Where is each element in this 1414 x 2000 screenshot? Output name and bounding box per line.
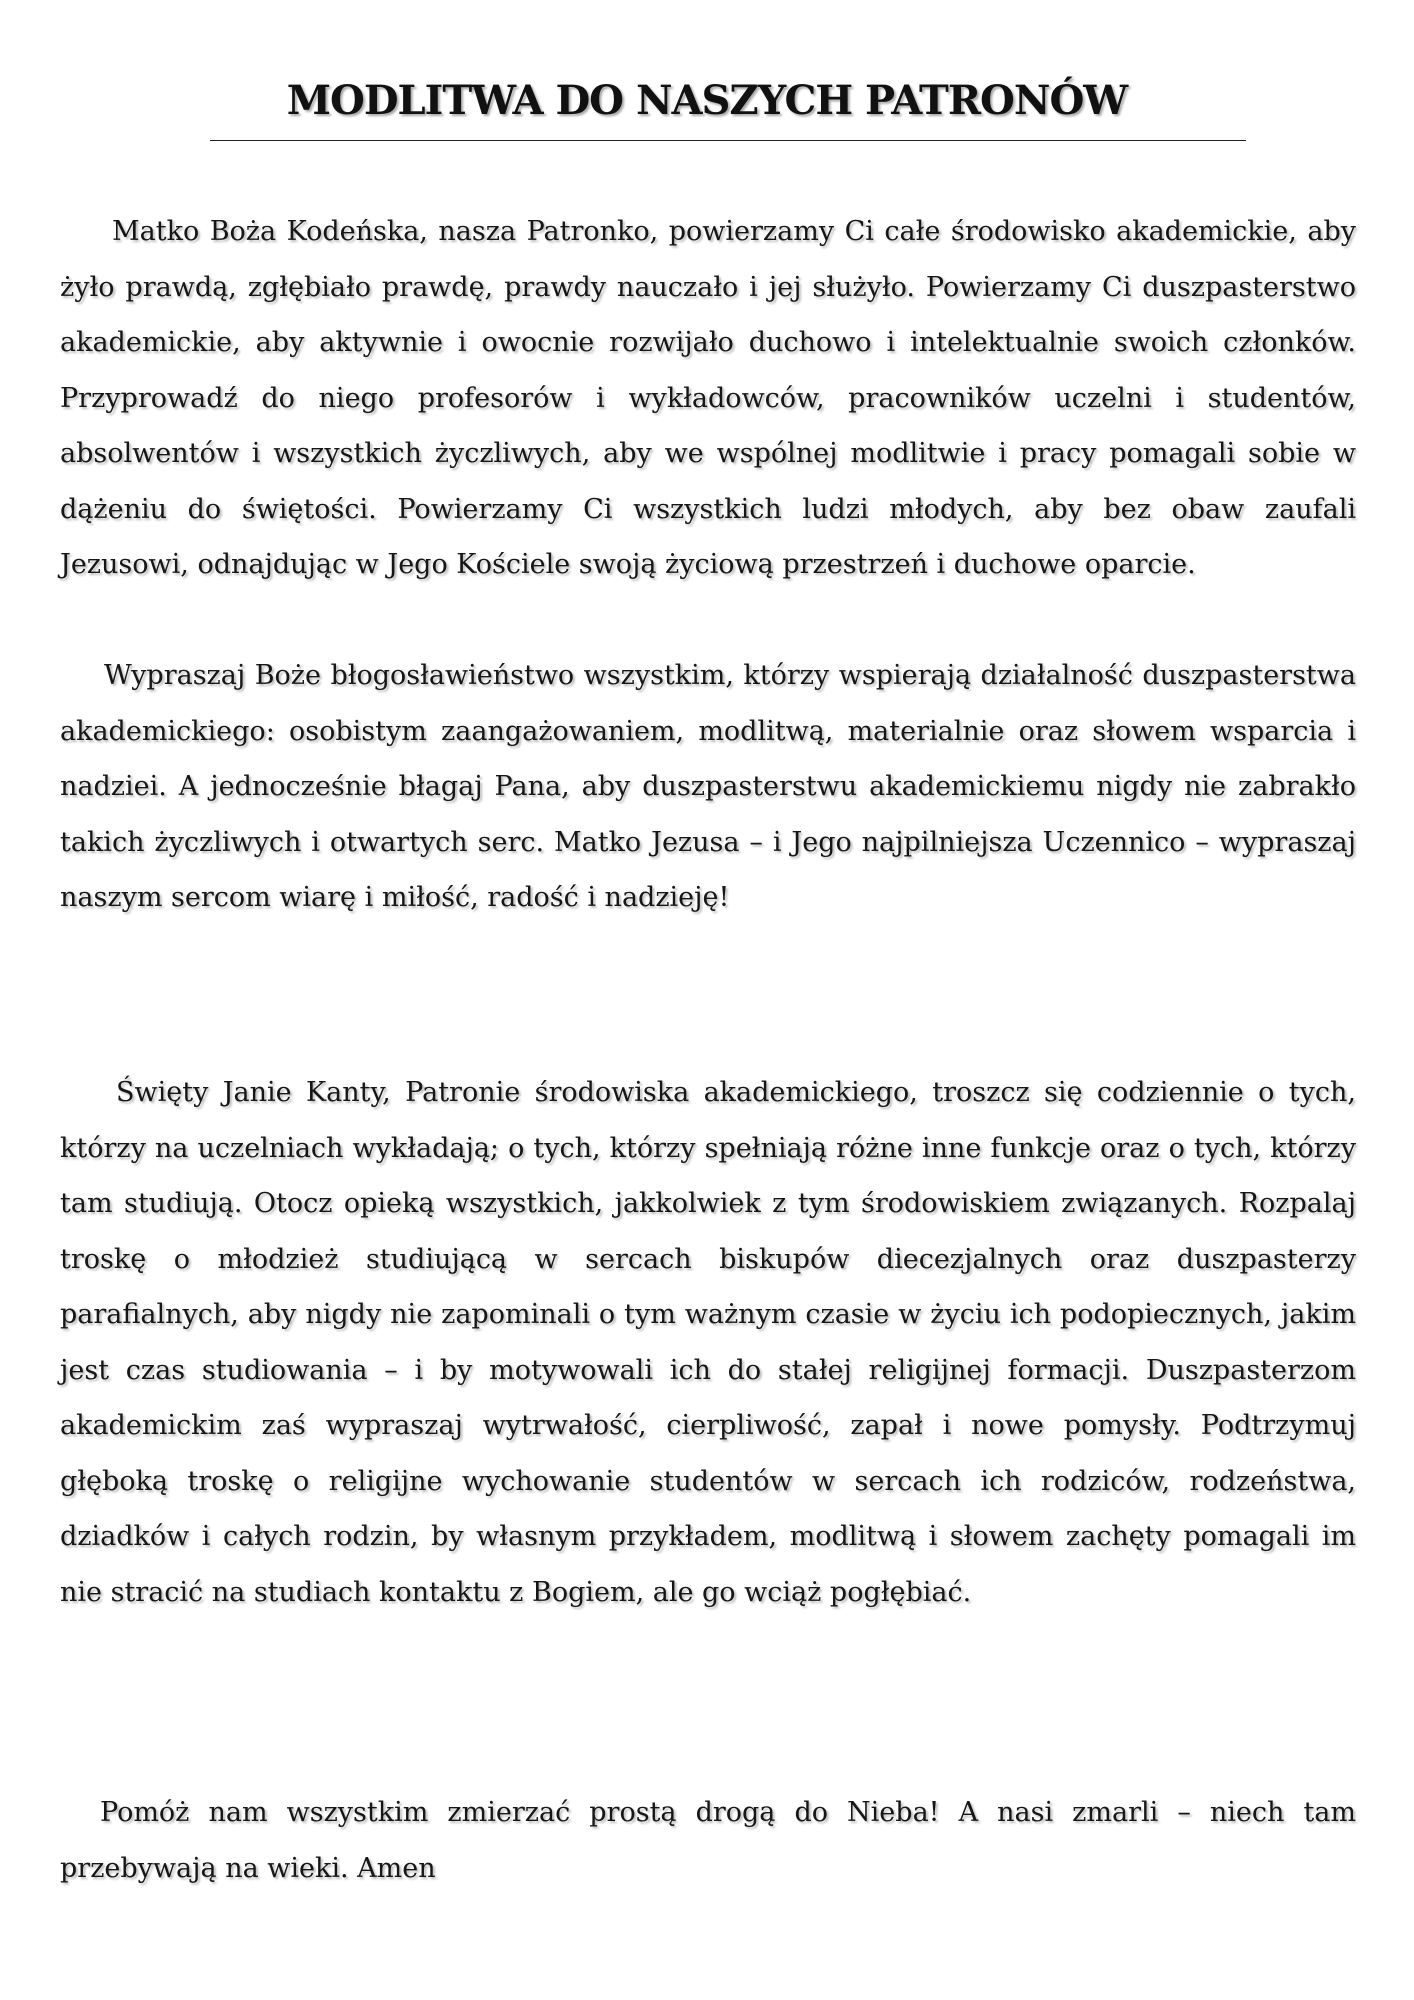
title-underline bbox=[210, 140, 1246, 141]
paragraph-text: Święty Janie Kanty, Patronie środowiska akademickiego, troszcz się codziennie o tych, którzy na uczelniach wykładają; o tych, którzy spełniają różne inne funkcje oraz o tych, którzy tam studiują. Otocz opieką wszystkich, jakkolwiek z tym środowiskiem związanych. Rozpalaj troskę o młodzież studiującą w sercach biskupów diecezjalnych oraz duszpasterzy parafialnych, aby nigdy nie zapominali o tym ważnym czasie w życiu ich podopiecznych, jakim jest czas studiowania – i by motywowali ich do stałej religijnej formacji. Duszpasterzom akademickim zaś wypraszaj wytrwałość, cierpliwość, zapał i nowe pomysły. Podtrzymuj głęboką troskę o religijne wychowanie studentów w sercach ich rodziców, rodzeństwa, dziadków i całych rodzin, by własnym przykładem, modlitwą i słowem zachęty pomagali im nie stracić na studiach kontaktu z Bogiem, ale go wciąż pogłębiać. bbox=[60, 1077, 1356, 1608]
prayer-paragraph-2 bbox=[60, 648, 1356, 926]
prayer-paragraph-closing bbox=[60, 1785, 1356, 1896]
paragraph-text: Matko Boża Kodeńska, nasza Patronko, powierzamy Ci całe środowisko akademickie, aby żyło prawdą, zgłębiało prawdę, prawdy nauczało i jej służyło. Powierzamy Ci duszpasterstwo akademickie, aby aktywnie i owocnie rozwijało duchowo i intelektualnie swoich członków. Przyprowadź do niego profesorów i wykładowców, pracowników uczelni i studentów, absolwentów i wszystkich życzliwych, aby we wspólnej modlitwie i pracy pomagali sobie w dążeniu do świętości. Powierzamy Ci wszystkich ludzi młodych, aby bez obaw zaufali Jezusowi, odnajdując w Jego Kościele swoją życiową przestrzeń i duchowe oparcie. bbox=[60, 216, 1356, 580]
paragraph-text: Wypraszaj Boże błogosławieństwo wszystkim, którzy wspierają działalność duszpasterstwa akademickiego: osobistym zaangażowaniem, modlitwą, materialnie oraz słowem wsparcia i nadziei. A jednocześnie błagaj Pana, aby duszpasterstwu akademickiemu nigdy nie zabrakło takich życzliwych i otwartych serc. Matko Jezusa – i Jego najpilniejsza Uczennico – wypraszaj naszym sercom wiarę i miłość, radość i nadzieję! bbox=[60, 660, 1356, 913]
paragraph-text: Pomóż nam wszystkim zmierzać prostą drogą do Nieba! A nasi zmarli – niech tam przebywają na wieki. Amen bbox=[60, 1797, 1356, 1884]
prayer-paragraph-3 bbox=[60, 1065, 1356, 1620]
prayer-paragraph-1 bbox=[60, 204, 1356, 593]
page-title: MODLITWA DO NASZYCH PATRONÓW bbox=[286, 77, 1128, 124]
